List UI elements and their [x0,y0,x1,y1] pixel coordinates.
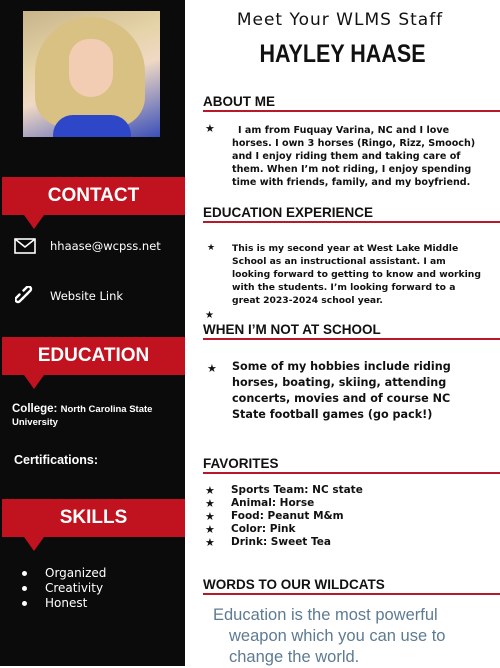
not-at-school-heading: WHEN I’M NOT AT SCHOOL [203,322,500,340]
favorite-text: Color: Pink [231,523,296,535]
star-icon: ★ [207,362,217,375]
favorite-item [205,523,363,536]
favorite-text: Sports Team: NC state [231,484,363,496]
bullet-dot [22,601,27,606]
website-row[interactable] [12,286,123,306]
banner-tail [24,537,44,551]
star-icon: ★ [205,122,215,135]
favorite-text: Animal: Horse [231,497,315,509]
bullet-dot [22,586,27,591]
about-heading: ABOUT ME [203,94,500,112]
quote-line: Education is the most powerful [213,606,438,624]
skills-title: SKILLS [59,507,128,528]
profile-photo [23,11,160,137]
skill-item [22,581,106,596]
education-text: This is my second year at West Lake Middle School as an instructional assistant. I am looking forward to getting to know and working with the students. I’m looking forward to a great 2023-2024 school year. [232,243,481,306]
favorite-text: Drink: Sweet Tea [231,536,331,548]
skill-label: Honest [45,596,88,610]
star-icon: ★ [205,523,215,536]
link-icon [12,286,38,306]
star-icon: ★ [205,536,215,549]
skill-label: Organized [45,566,107,580]
skill-item [22,596,106,611]
contact-title: CONTACT [47,185,140,206]
about-text: I am from Fuquay Varina, NC and I love horses. I own 3 horses (Ringo, Rizz, Smooch) and I enjoy riding them and taking care of them. When I’m not riding, I enjoy spending time with friends, family, and my boyfriend. [232,125,476,188]
star-icon: ★ [205,497,215,510]
education-heading: EDUCATION EXPERIENCE [203,205,500,223]
banner-tail [24,375,44,389]
skills-list [22,566,106,611]
certifications-label: Certifications: [14,453,99,467]
quote-line: weapon which you can use to [229,627,446,645]
quote-text [213,605,483,668]
star-icon: ★ [205,310,214,321]
skills-banner [2,499,185,537]
contact-banner [2,177,185,215]
favorite-text: Food: Peanut M&m [231,510,344,522]
favorites-list [205,484,363,549]
favorite-item [205,510,363,523]
skill-item [22,566,106,581]
email-row[interactable] [12,236,161,256]
staff-name: HAYLEY HAASE [259,40,426,68]
skill-label: Creativity [45,581,104,595]
star-icon: ★ [205,510,215,523]
college-label: College: [12,403,58,415]
staff-title: Meet Your WLMS Staff [236,10,444,30]
college-info [12,403,177,429]
quote-line: change the world. [229,648,360,666]
favorites-heading: FAVORITES [203,456,500,474]
favorite-item [205,484,363,497]
education-title: EDUCATION [37,345,150,366]
education-banner [2,337,185,375]
email-address[interactable]: hhaase@wcpss.net [50,239,161,253]
website-link[interactable]: Website Link [50,289,124,303]
star-icon: ★ [205,484,215,497]
favorite-item [205,536,363,549]
college-value: North Carolina State University [12,404,153,428]
photo-face [69,39,113,97]
banner-tail [24,215,44,229]
bullet-dot [22,571,27,576]
main-content [185,0,500,666]
favorite-item [205,497,363,510]
photo-shirt [53,115,131,137]
sidebar [0,0,185,666]
wildcats-heading: WORDS TO OUR WILDCATS [203,577,500,595]
envelope-icon [12,236,38,256]
star-icon: ★ [207,243,216,253]
not-at-school-text: Some of my hobbies include riding horses, boating, skiing, attending concerts, movies and of course NC State football games (go pack!) [232,360,451,421]
